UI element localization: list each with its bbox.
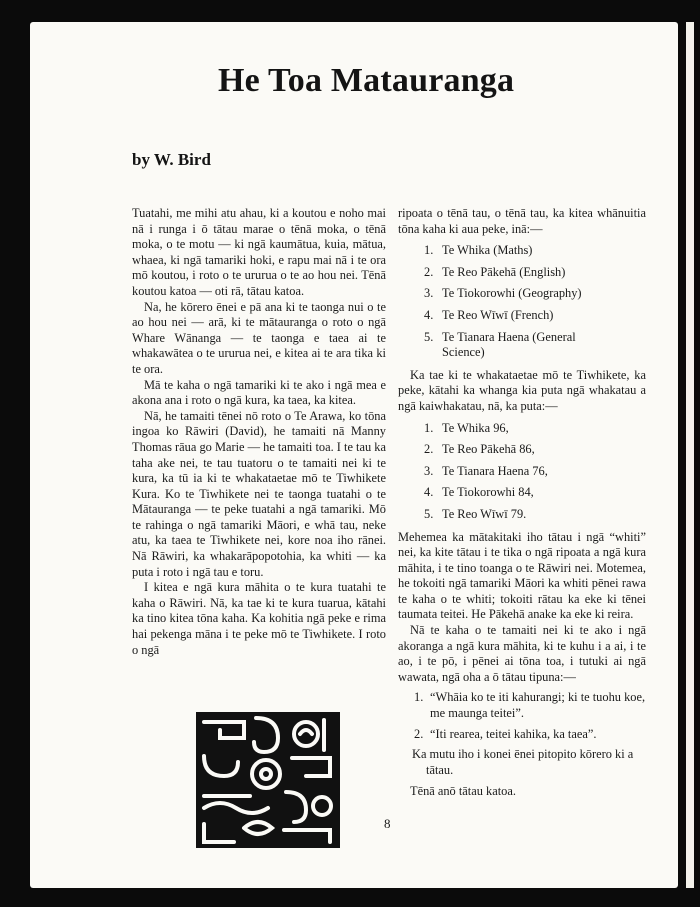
list-item: 3. Te Tiokorowhi (Geography) — [424, 286, 582, 301]
list-item: 4. Te Reo Wīwī (French) — [424, 307, 554, 322]
article-title: He Toa Matauranga — [218, 62, 515, 99]
list-item: 3. Te Tianara Haena 76, — [424, 463, 548, 478]
page-number: 8 — [384, 816, 391, 831]
list-item: 4. Te Tiokorowhi 84, — [424, 485, 534, 500]
author-byline: by W. Bird — [132, 150, 211, 169]
subjects-list — [398, 243, 646, 361]
paragraph: Nā, he tamaiti tēnei nō roto o Te Arawa, ko tōna ingoa ko Rāwiri (David), he tamaiti nā Manny Thomas rāua go Marie — he tamaiti toa. I te tau ka taha ake nei, te tau tuatoru o te tamaiti nei ki te kura, ka tū ia ki te whakataetae mō te Tiwhikete Kura. Ko te Tiwhikete nei te taonga tuatahi o te Mātauranga — te peke tuatahi a ngā tamariki. Mō te rahinga o ngā tamariki Māori, e whā tau, neke atu, ka taea te Tiwhikete nei, kore noa iho rānei. Nā Rāwiri, ka whakarāpopotohia, ka whiti — ka puta i roto i ngā tau e toru. — [132, 408, 386, 579]
proverbs-list — [398, 690, 646, 742]
list-item: 1. Te Whika (Maths) — [424, 243, 533, 258]
paragraph: I kitea e ngā kura māhita o te kura tuatahi te kaha o Rāwiri. Nā, ka tae ki te kura tuarua, kātahi ka tino kitea tōna kaha. Ka kohitia ngā peke e rima hai pekenga māna i te peke mō te Tiwhikete. I roto o ngā — [132, 580, 386, 657]
results-list — [398, 421, 646, 523]
list-item: 1. Te Whika 96, — [424, 420, 509, 435]
paragraph: Mā te kaha o ngā tamariki ki te ako i ngā mea e akona ana i roto o ngā kura, ka taea, ka kitea. — [132, 377, 386, 408]
paragraph: Tēnā anō tātau katoa. — [410, 784, 516, 799]
paragraph: Tuatahi, me mihi atu ahau, ki a koutou e noho mai nā i runga i ō tātau marae o tēnā moka, o tēnā moka, o te motu — ki ngā kaumātua, kuia, mātua, whaea, ki ngā tamariki hoki, e rapu mai nā i te ora mō koutou, i roto o te ururua o te ao hou nei. Tēnā koutou katoa — oti rā, tātau katoa. — [132, 206, 386, 298]
list-item: 5. Te Tianara Haena (General Science) — [424, 329, 576, 360]
list-item: 2. Te Reo Pākehā 86, — [424, 442, 535, 457]
right-column — [398, 206, 646, 800]
next-page-edge — [686, 22, 694, 888]
left-column — [132, 206, 386, 658]
paragraph: Mehemea ka mātakitaki iho tātau i ngā “whiti” nei, ka kite tātau i te tika o ngā ripoata a ngā kura māhita, i te tino toanga o te Rāwiri nei. Motemea, he tokoiti ngā tamariki Māori ka whiti pēnei rawa te kaha o te whiti; tokoiti rātau ka eke ki tēnei taumata teitei. He Pākehā anake ka eke ki reira. — [398, 529, 646, 622]
list-item: 2. Te Reo Pākehā (English) — [424, 264, 566, 279]
list-item: 2. “Iti rearea, teitei kahika, ka taea”. — [414, 726, 597, 741]
paragraph: ripoata o tēnā tau, o tēnā tau, ka kitea whānuitia tōna kaha ki aua peke, inā:— — [398, 206, 646, 236]
paragraph: Ka mutu iho i konei ēnei pitopito kōrero ki a tātau. — [412, 747, 634, 777]
paragraph: Na, he kōrero ēnei e pā ana ki te taonga nui o te ao hou nei — arā, ki te mātauranga o roto o ngā Whare Wānanga — te taonga e taea ai te whakawātea o te ururua nei, e kitea ai te ara tika ki te ora. — [132, 299, 386, 376]
list-item: 1. “Whāia ko te iti kahurangi; ki te tuohu koe, me maunga teitei”. — [414, 690, 646, 721]
kowhaiwhai-motif — [196, 712, 340, 848]
list-item: 5. Te Reo Wīwī 79. — [424, 506, 527, 521]
paragraph: Ka tae ki te whakataetae mō te Tiwhikete, ka peke, kātahi ka whanga kia puta ngā whakatau a ngā kaiwhakatau, nā, ka puta:— — [398, 367, 646, 413]
paragraph: Nā te kaha o te tamaiti nei ki te ako i ngā akoranga a ngā kura māhita, ki te kuhu i a ai, i te ao, i te pō, i pēnei ai tōna toa, i tutuki ai ngā wawata, ngā oha a ō tātau tipuna:— — [398, 623, 646, 684]
